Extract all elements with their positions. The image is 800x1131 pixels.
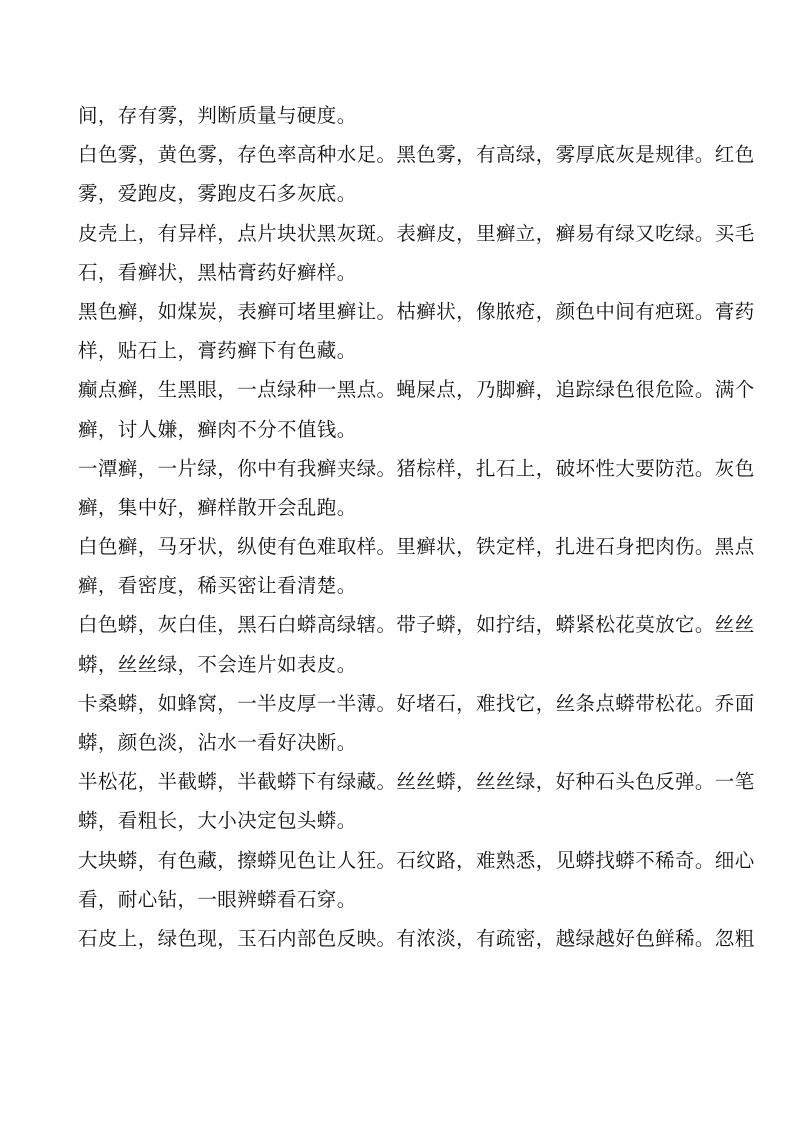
text-line-20: 大块蟒，有色藏，擦蟒见色让人狂。石纹路，难熟悉，见蟒找蟒不稀奇。细心 <box>78 848 755 872</box>
text-line-2: 白色雾，黄色雾，存色率高种水足。黑色雾，有高绿，雾厚底灰是规律。红色 <box>78 143 755 167</box>
body-text <box>78 96 755 958</box>
text-line-8: 癫点癣，生黑眼，一点绿种一黑点。蝇屎点，乃脚癣，追踪绿色很危险。满个 <box>78 378 755 402</box>
text-line-13: 癣，看密度，稀买密让看清楚。 <box>78 574 357 598</box>
text-line-15: 蟒，丝丝绿，不会连片如表皮。 <box>78 652 357 676</box>
text-line-12: 白色癣，马牙状，纵使有色难取样。里癣状，铁定样，扎进石身把肉伤。黑点 <box>78 535 755 559</box>
text-line-11: 癣，集中好，癣样散开会乱跑。 <box>78 495 357 519</box>
text-line-19: 蟒，看粗长，大小决定包头蟒。 <box>78 809 357 833</box>
text-line-14: 白色蟒，灰白佳，黑石白蟒高绿辖。带子蟒，如拧结，蟒紧松花莫放它。丝丝 <box>78 613 755 637</box>
text-line-5: 石，看癣状，黑枯膏药好癣样。 <box>78 260 357 284</box>
text-line-6: 黑色癣，如煤炭，表癣可堵里癣让。枯癣状，像脓疮，颜色中间有疤斑。膏药 <box>78 299 755 323</box>
text-line-17: 蟒，颜色淡，沾水一看好决断。 <box>78 731 357 754</box>
text-line-21: 看，耐心钻，一眼辨蟒看石穿。 <box>78 887 357 911</box>
text-line-18: 半松花，半截蟒，半截蟒下有绿藏。丝丝蟒，丝丝绿，好种石头色反弹。一笔 <box>78 770 755 794</box>
text-line-16: 卡桑蟒，如蜂窝，一半皮厚一半薄。好堵石，难找它，丝条点蟒带松花。乔面 <box>78 691 755 715</box>
text-line-7: 样，贴石上，膏药癣下有色藏。 <box>78 339 357 363</box>
text-line-3: 雾，爱跑皮，雾跑皮石多灰底。 <box>78 182 357 206</box>
text-line-22: 石皮上，绿色现，玉石内部色反映。有浓淡，有疏密，越绿越好色鲜稀。忽粗 <box>78 926 755 950</box>
text-line-10: 一潭癣，一片绿，你中有我癣夹绿。猪棕样，扎石上，破坏性大要防范。灰色 <box>78 456 755 480</box>
text-line-9: 癣，讨人嫌，癣肉不分不值钱。 <box>78 417 357 441</box>
text-line-4: 皮壳上，有异样，点片块状黑灰斑。表癣皮，里癣立，癣易有绿又吃绿。买毛 <box>78 221 755 245</box>
text-line-1: 间，存有雾，判断质量与硬度。 <box>78 104 357 127</box>
